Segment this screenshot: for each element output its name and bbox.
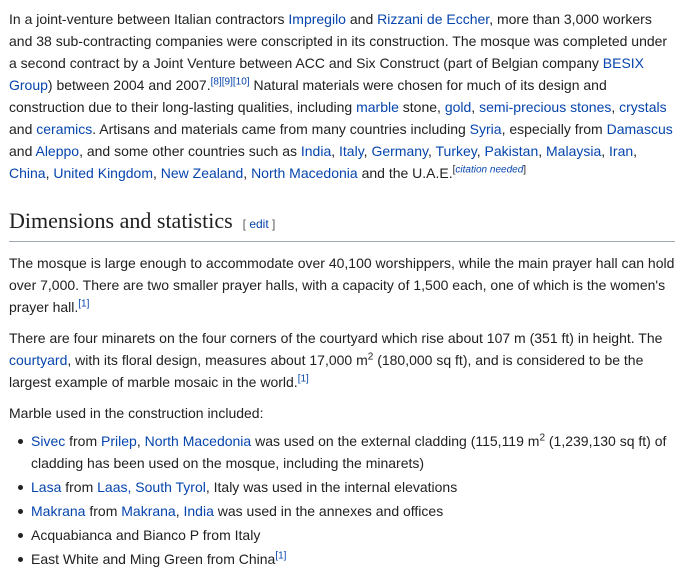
intro-text-9: and [9, 143, 36, 159]
minarets-text-2: , with its floral design, measures about 17,000 m [67, 352, 368, 368]
list-item [31, 476, 675, 498]
section-title: Dimensions and statistics [9, 208, 233, 233]
marble-intro-paragraph [9, 402, 675, 424]
citation-needed [453, 164, 526, 175]
marble-intro-text: Marble used in the construction included: [9, 405, 264, 421]
link-ceramics[interactable]: ceramics [36, 121, 93, 137]
link-aleppo[interactable]: Aleppo [35, 143, 80, 159]
edit-link[interactable]: edit [249, 217, 269, 231]
intro-comma: , [601, 143, 610, 159]
citation-needed-open: [ [452, 164, 456, 176]
superscript-2: 2 [367, 351, 374, 363]
intro-text-5: stone, [398, 99, 445, 115]
link-marble[interactable]: marble [356, 99, 399, 115]
intro-comma: , [331, 143, 340, 159]
citation-needed-link[interactable]: citation needed [455, 164, 524, 176]
link-damascus[interactable]: Damascus [606, 121, 673, 137]
minarets-text-3: (180,000 sq ft), and is considered to be the largest example of marble mosaic in the world. [9, 352, 644, 390]
link-united-kingdom[interactable]: United Kingdom [53, 165, 153, 181]
reference-10[interactable]: [10] [232, 76, 250, 88]
link-gold[interactable]: gold [444, 99, 472, 115]
superscript-2: 2 [539, 432, 545, 444]
edit-section [243, 217, 276, 231]
citation-needed-close: ] [523, 164, 527, 176]
edit-bracket-open: [ [242, 217, 250, 231]
list-item [31, 500, 675, 522]
link-syria[interactable]: Syria [469, 121, 502, 137]
link-rizzani-de-eccher[interactable]: Rizzani de Eccher [377, 11, 490, 27]
intro-comma: , [471, 99, 480, 115]
link-india[interactable]: India [183, 503, 214, 519]
intro-comma: , [243, 165, 252, 181]
intro-paragraph [9, 8, 675, 184]
intro-text-2: , more than 3,000 workers and 38 sub-contracting companies were conscripted in its construction. The mosque was completed under a second contract by a Joint Venture between ACC and Six Construct (part of Belgian company [9, 11, 668, 71]
list-text: , [136, 433, 145, 449]
intro-comma: , [611, 99, 620, 115]
list-text: from [61, 479, 98, 495]
intro-comma: , [427, 143, 436, 159]
link-laas-south-tyrol[interactable]: Laas, South Tyrol [97, 479, 206, 495]
link-turkey[interactable]: Turkey [435, 143, 477, 159]
intro-text-3: ) between 2004 and 2007. [47, 77, 211, 93]
list-text: East White and Ming Green from China [31, 551, 276, 567]
list-text: , Italy was used in the internal elevations [205, 479, 458, 495]
link-north-macedonia[interactable]: North Macedonia [144, 433, 252, 449]
list-text: was used in the annexes and offices [213, 503, 444, 519]
list-text: was used on the external cladding (115,119 m [251, 433, 540, 449]
list-item [31, 430, 675, 474]
reference-1[interactable]: [1] [297, 373, 309, 385]
link-china[interactable]: China [9, 165, 46, 181]
intro-comma: , [153, 165, 161, 181]
link-impregilo[interactable]: Impregilo [288, 11, 346, 27]
intro-text-4: Natural materials were chosen for much of its design and construction due to their long-lasting qualities, including [9, 77, 607, 115]
reference-1[interactable]: [1] [78, 298, 90, 310]
intro-comma: , [633, 143, 638, 159]
intro-text-1: In a joint-venture between Italian contractors [9, 11, 289, 27]
bullet-icon [18, 533, 23, 538]
bullet-icon [18, 509, 23, 514]
reference-group-8-9-10 [211, 76, 250, 87]
intro-comma: , [538, 143, 547, 159]
minarets-paragraph [9, 327, 675, 393]
link-italy[interactable]: Italy [339, 143, 364, 159]
intro-text-8: , especially from [501, 121, 607, 137]
reference-9[interactable]: [9] [221, 76, 233, 88]
intro-text-10: , and some other countries such as [79, 143, 301, 159]
link-new-zealand[interactable]: New Zealand [160, 165, 244, 181]
link-courtyard[interactable]: courtyard [9, 352, 68, 368]
link-makrana-city[interactable]: Makrana [121, 503, 176, 519]
minarets-text-1: There are four minarets on the four corners of the courtyard which rise about 107 m (351 ft) in height. The [9, 330, 663, 346]
link-india[interactable]: India [300, 143, 332, 159]
section-body [9, 252, 675, 570]
intro-text-6: and [9, 121, 37, 137]
bullet-icon [18, 439, 23, 444]
list-text: from [85, 503, 122, 519]
list-item [31, 524, 675, 546]
link-sivec[interactable]: Sivec [31, 433, 66, 449]
reference-8[interactable]: [8] [210, 76, 222, 88]
link-pakistan[interactable]: Pakistan [484, 143, 539, 159]
list-text: Acquabianca and Bianco P from Italy [31, 527, 261, 543]
intro-comma: , [45, 165, 54, 181]
list-text: from [65, 433, 102, 449]
link-lasa[interactable]: Lasa [31, 479, 62, 495]
link-besix-group[interactable]: BESIX Group [9, 55, 645, 93]
intro-comma: , [363, 143, 372, 159]
bullet-icon [18, 557, 23, 562]
link-semi-precious-stones[interactable]: semi-precious stones [479, 99, 612, 115]
intro-comma: , [476, 143, 485, 159]
list-text: (1,239,130 sq ft) of cladding has been used on the mosque, including the minarets) [31, 433, 667, 471]
intro-text-11: and the U.A.E. [357, 165, 453, 181]
intro-text-7: . Artisans and materials came from many countries including [92, 121, 470, 137]
link-iran[interactable]: Iran [609, 143, 634, 159]
link-north-macedonia[interactable]: North Macedonia [251, 165, 358, 181]
marble-list [9, 430, 675, 570]
link-prilep[interactable]: Prilep [101, 433, 137, 449]
link-makrana-marble[interactable]: Makrana [31, 503, 86, 519]
edit-bracket-close: ] [268, 217, 276, 231]
list-text: , [175, 503, 184, 519]
list-item [31, 548, 675, 570]
link-crystals[interactable]: crystals [619, 99, 667, 115]
link-malaysia[interactable]: Malaysia [546, 143, 602, 159]
link-germany[interactable]: Germany [371, 143, 428, 159]
section-heading [9, 208, 675, 242]
intro-text-and: and [345, 11, 378, 27]
reference-1[interactable]: [1] [275, 550, 287, 562]
capacity-paragraph [9, 252, 675, 318]
bullet-icon [18, 485, 23, 490]
capacity-text: The mosque is large enough to accommodate over 40,100 worshippers, while the main prayer hall can hold over 7,000. There are two smaller prayer halls, with a capacity of 1,500 each, one of which is the women's prayer hall. [9, 255, 675, 315]
